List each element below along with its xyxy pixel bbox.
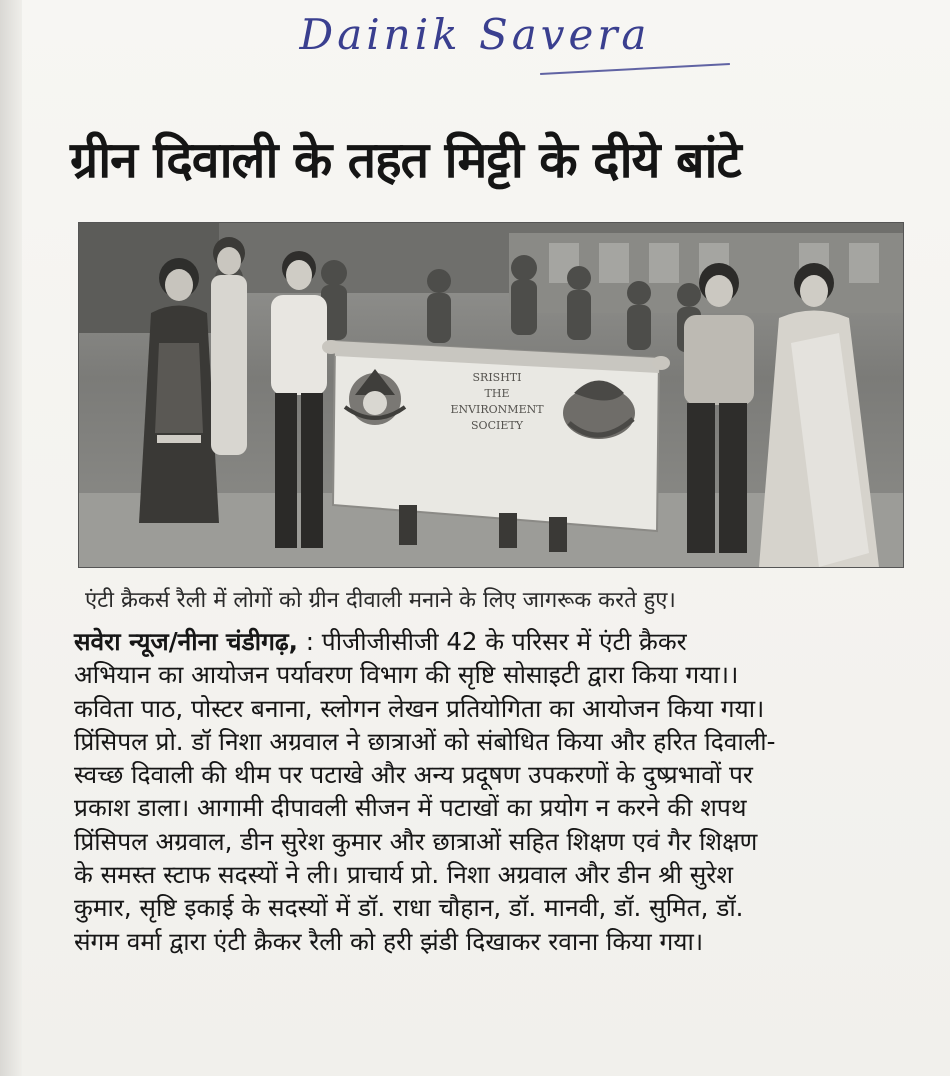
article-line-1-text: : पीजीजीसीजी 42 के परिसर में एंटी क्रैकर: [297, 627, 687, 656]
banner-text-line-1: SRISHTI: [472, 371, 522, 384]
article-line-10: संगम वर्मा द्वारा एंटी क्रैकर रैली को हरी झंडी दिखाकर रवाना किया गया।: [74, 926, 704, 956]
article-line-4: प्रिंसिपल प्रो. डॉ निशा अग्रवाल ने छात्राओं को संबोधित किया और हरित दिवाली-: [74, 726, 776, 756]
article-line-9: कुमार, सृष्टि इकाई के सदस्यों में डॉ. राधा चौहान, डॉ. मानवी, डॉ. सुमित, डॉ.: [74, 893, 744, 923]
article-line-8: के समस्त स्टाफ सदस्यों ने ली। प्राचार्य प्रो. निशा अग्रवाल और डीन श्री सुरेश: [74, 860, 733, 890]
article-line-3: कविता पाठ, पोस्टर बनाना, स्लोगन लेखन प्रतियोगिता का आयोजन किया गया।: [74, 693, 765, 723]
article-line-2: अभियान का आयोजन पर्यावरण विभाग की सृष्टि सोसाइटी द्वारा किया गया।।: [74, 660, 739, 690]
handwritten-source-note: Dainik Savera: [299, 10, 651, 59]
banner-text-line-3: ENVIRONMENT: [450, 403, 544, 416]
banner-text-line-2: THE: [484, 387, 510, 400]
rally-photo-illustration: [79, 223, 903, 567]
article-line-7: प्रिंसिपल अग्रवाल, डीन सुरेश कुमार और छात्राओं सहित शिक्षण एवं गैर शिक्षण: [74, 826, 758, 856]
article-line-6: प्रकाश डाला। आगामी दीपावली सीजन में पटाखों का प्रयोग न करने की शपथ: [74, 793, 747, 823]
article-body: [74, 625, 904, 958]
headline: ग्रीन दिवाली के तहत मिट्टी के दीये बांटे: [70, 131, 741, 189]
article-line-5: स्वच्छ दिवाली की थीम पर पटाखे और अन्य प्रदूषण उपकरणों के दुष्प्रभावों पर: [74, 760, 753, 790]
news-photo: [78, 222, 904, 568]
photo-caption: एंटी क्रैकर्स रैली में लोगों को ग्रीन दीवाली मनाने के लिए जागरूक करते हुए।: [85, 588, 676, 613]
article-line-1: [74, 625, 904, 658]
banner-text-line-4: SOCIETY: [471, 419, 523, 432]
paper-edge: [0, 0, 22, 1076]
byline: सवेरा न्यूज/नीना चंडीगढ़,: [74, 627, 298, 656]
